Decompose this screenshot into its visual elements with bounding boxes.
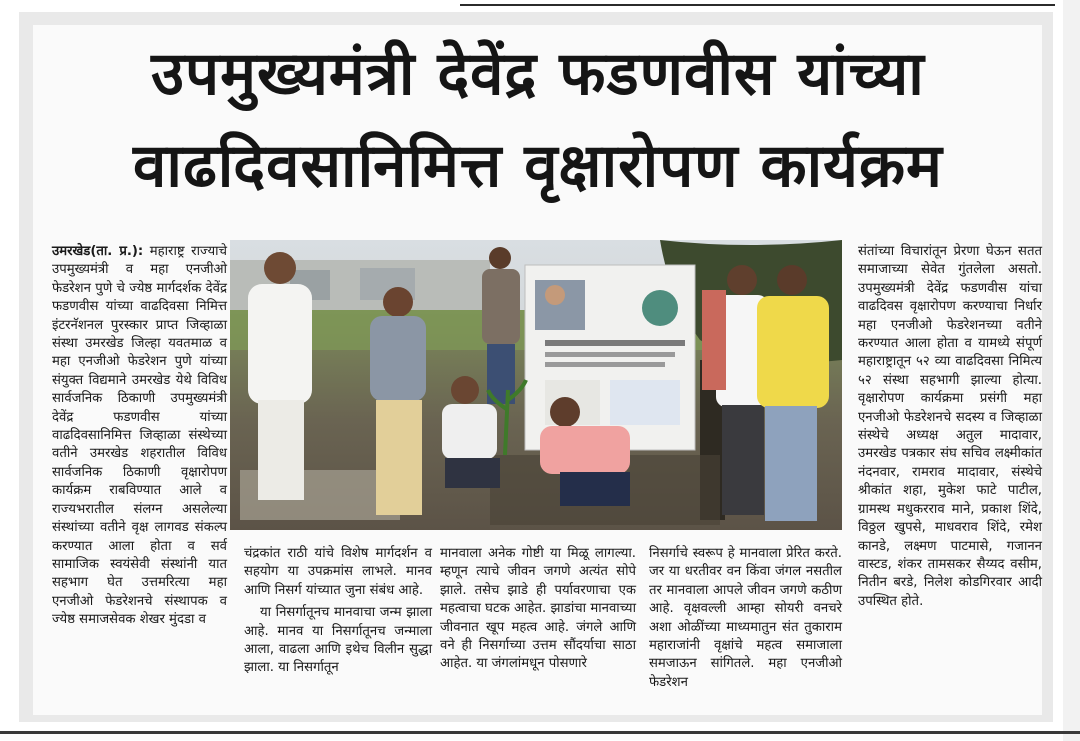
article-column-5: संतांच्या विचारांतून प्रेरणा घेऊन सतत समाजाच्या सेवेत गुंतलेला असतो. उपमुख्यमंत्री देवेंद्र फडणवीस यांचा वाढदिवस वृक्षारोपण करण्याचा निर्धार महा एनजीओ फेडरेशनच्या वतीने करण्यात आला होता व यामध्ये संपूर्ण महाराष्ट्रातून ५२ व्या वाढदिवसा निमित्य ५२ संस्था सहभागी झाल्या होत्या. वृक्षारोपण कार्यक्रमा प्रसंगी महा एनजीओ फेडरेशनचे सदस्य व जिव्हाळा संस्थेचे अध्यक्ष अतुल मादावार, उमरखेड पत्रकार संघ सचिव लक्ष्मीकांत नंदनवार, रामराव मादावार, संस्थेचे श्रीकांत शहा, मुकेश फाटे पाटील, ग्रामस्थ मधुकरराव माने, प्रकाश शिंदे, विठ्ठल खुपसे, माधवराव शिंदे, रमेश कानडे, लक्ष्मण पाटमासे, गजानन वास्टड, शंकर तामसकर सैय्यद वसीम, नितीन बरडे, निलेश कोडगिरवार आदी उपस्थित होते. xyxy=(858,244,1042,609)
column-2-para-2: या निसर्गातूनच मानवाचा जन्म झाला आहे. मानव या निसर्गातूनच जन्माला आला, वाढला आणि इथेच विलीन सुद्धा झाला. या निसर्गातून xyxy=(244,605,432,676)
article-column-1 xyxy=(52,243,227,630)
column-1-text: महाराष्ट्र राज्याचे उपमुख्यमंत्री व महा एनजीओ फेडरेशन पुणे चे ज्येष्ठ मार्गदर्शक देवेंद्र फडणवीस यांच्या वाढदिवसा निमित्त इंटरनॅशनल पुरस्कार प्राप्त जिव्हाळा संस्था उमरखेड जिल्हा यवतमाळ व महा एनजीओ फेडरेशन पुणे यांच्या संयुक्त विद्यमाने उमरखेड येथे विविध सार्वजनिक ठिकाणी उपमुख्यमंत्री देवेंद्र फडणवीस यांच्या वाढदिवसानिमित्त जिव्हाळा संस्थेच्या वतीने उमरखेड शहरातील विविध सार्वजनिक ठिकाणी वृक्षारोपण कार्यक्रम राबविण्यात आले व राज्यभरातील संलग्न असलेल्या संस्थांच्या वतीने वृक्ष लागवड संकल्प करण्यात आला होता व सर्व सामाजिक स्वयंसेवी संस्थांनी यात सहभाग घेत उत्तमरित्या महा एनजीओ फेडरेशनचे संस्थापक व ज्येष्ठ समाजसेवक शेखर मुंदडा व xyxy=(52,244,227,628)
headline-line-1: उपमुख्यमंत्री देवेंद्र फडणवीस यांच्या xyxy=(151,39,925,109)
top-rule xyxy=(460,4,1055,6)
dateline: उमरखेड(ता. प्र.): xyxy=(52,244,144,259)
right-margin xyxy=(1063,0,1080,741)
article-column-4: निसर्गाचे स्वरूप हे मानवाला प्रेरित करते. जर या धरतीवर वन किंवा जंगल नसतील तर मानवाला आपले जीवन जगणे कठीण आहे. वृक्षवल्ली आम्हा सोयरी वनचरे अशा ओळींच्या माध्यमातुन संत तुकाराम महाराजांनी वृक्षांचे महत्व समाजाला समजाऊन सांगितले. महा एनजीओ फेडरेशन xyxy=(649,546,842,690)
article-column-2 xyxy=(244,545,432,678)
article-column-3: मानवाला अनेक गोष्टी या मिळू लागल्या. म्हणून त्याचे जीवन जगणे अत्यंत सोपे झाले. तसेच झाडे ही पर्यावरणाचा एक महत्वाचा घटक आहेत. झाडांचा मानवाच्या जीवनात खूप महत्व आहे. जंगले आणि वने ही निसर्गाच्या उत्तम सौंदर्याचा साठा आहेत. या जंगलांमधून पोसणारे xyxy=(440,546,636,672)
headline-line-2: वाढदिवसानिमित्त वृक्षारोपण कार्यक्रम xyxy=(133,131,943,201)
bottom-rule xyxy=(0,731,1080,734)
news-photo xyxy=(230,240,842,530)
column-2-para-1: चंद्रकांत राठी यांचे विशेष मार्गदर्शन व सहयोग या उपक्रमांस लाभले. मानव आणि निसर्ग यांच्यात जुना संबंध आहे. xyxy=(244,546,432,598)
